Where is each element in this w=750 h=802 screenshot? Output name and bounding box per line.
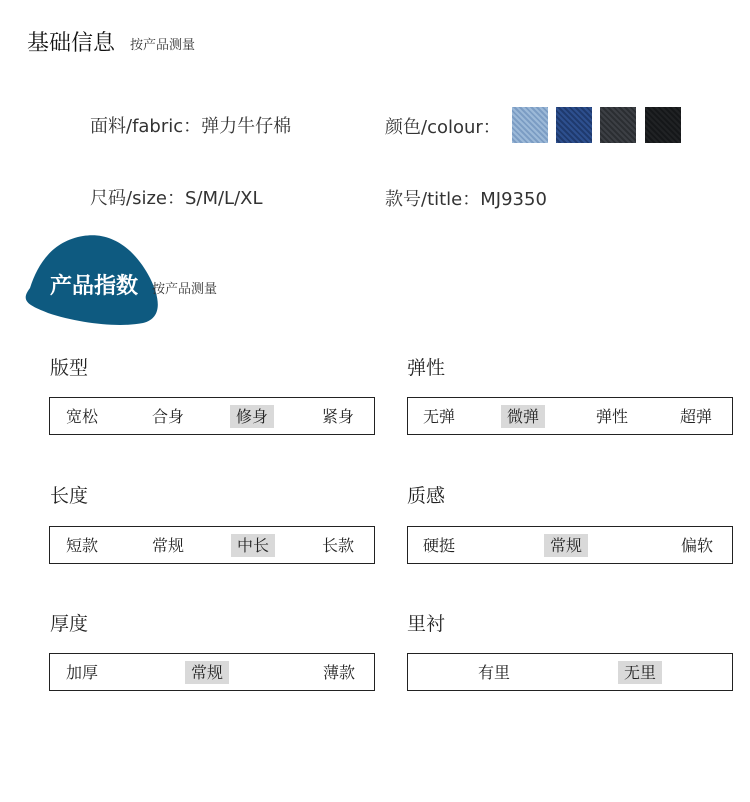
thickness-option: 薄款 xyxy=(323,663,356,682)
elasticity-option: 超弹 xyxy=(680,407,713,426)
elasticity-option: 弹性 xyxy=(596,407,629,426)
fit-option: 紧身 xyxy=(322,407,355,426)
lining-option-selected: 无里 xyxy=(618,661,662,684)
basic-info-title: 基础信息 xyxy=(27,31,116,56)
length-option: 常规 xyxy=(152,536,185,555)
thickness-options-box xyxy=(49,653,375,691)
fit-option: 宽松 xyxy=(66,407,99,426)
lining-label: 里衬 xyxy=(407,613,446,635)
product-index-title: 产品指数 xyxy=(50,274,139,299)
thickness-option: 加厚 xyxy=(66,663,99,682)
elasticity-option-selected: 微弹 xyxy=(501,405,545,428)
elasticity-label: 弹性 xyxy=(407,357,446,379)
texture-label: 质感 xyxy=(407,485,446,507)
length-option: 短款 xyxy=(66,536,99,555)
colour-label: 颜色/colour： xyxy=(385,117,501,138)
thickness-label: 厚度 xyxy=(50,613,89,635)
style-number-info: 款号/title：MJ9350 xyxy=(385,189,547,210)
length-label: 长度 xyxy=(50,485,89,507)
length-option-selected: 中长 xyxy=(231,534,275,557)
lining-options-box xyxy=(407,653,733,691)
lining-option: 有里 xyxy=(478,663,511,682)
fit-label: 版型 xyxy=(50,357,89,379)
thickness-option-selected: 常规 xyxy=(185,661,229,684)
fit-options-box xyxy=(49,397,375,435)
texture-options-box xyxy=(407,526,733,564)
fabric-info: 面料/fabric：弹力牛仔棉 xyxy=(90,116,292,137)
length-options-box xyxy=(49,526,375,564)
elasticity-options-box xyxy=(407,397,733,435)
texture-option-selected: 常规 xyxy=(544,534,588,557)
fit-option-selected: 修身 xyxy=(230,405,274,428)
colour-swatch-grey xyxy=(600,107,636,143)
elasticity-option: 无弹 xyxy=(423,407,456,426)
colour-swatch-light-blue xyxy=(512,107,548,143)
colour-swatch-black xyxy=(645,107,681,143)
texture-option: 偏软 xyxy=(681,536,714,555)
size-info: 尺码/size：S/M/L/XL xyxy=(90,188,263,209)
basic-info-subtitle: 按产品测量 xyxy=(130,38,196,53)
texture-option: 硬挺 xyxy=(423,536,456,555)
colour-swatch-dark-blue xyxy=(556,107,592,143)
fit-option: 合身 xyxy=(152,407,185,426)
length-option: 长款 xyxy=(322,536,355,555)
product-index-subtitle: 按产品测量 xyxy=(152,282,218,297)
